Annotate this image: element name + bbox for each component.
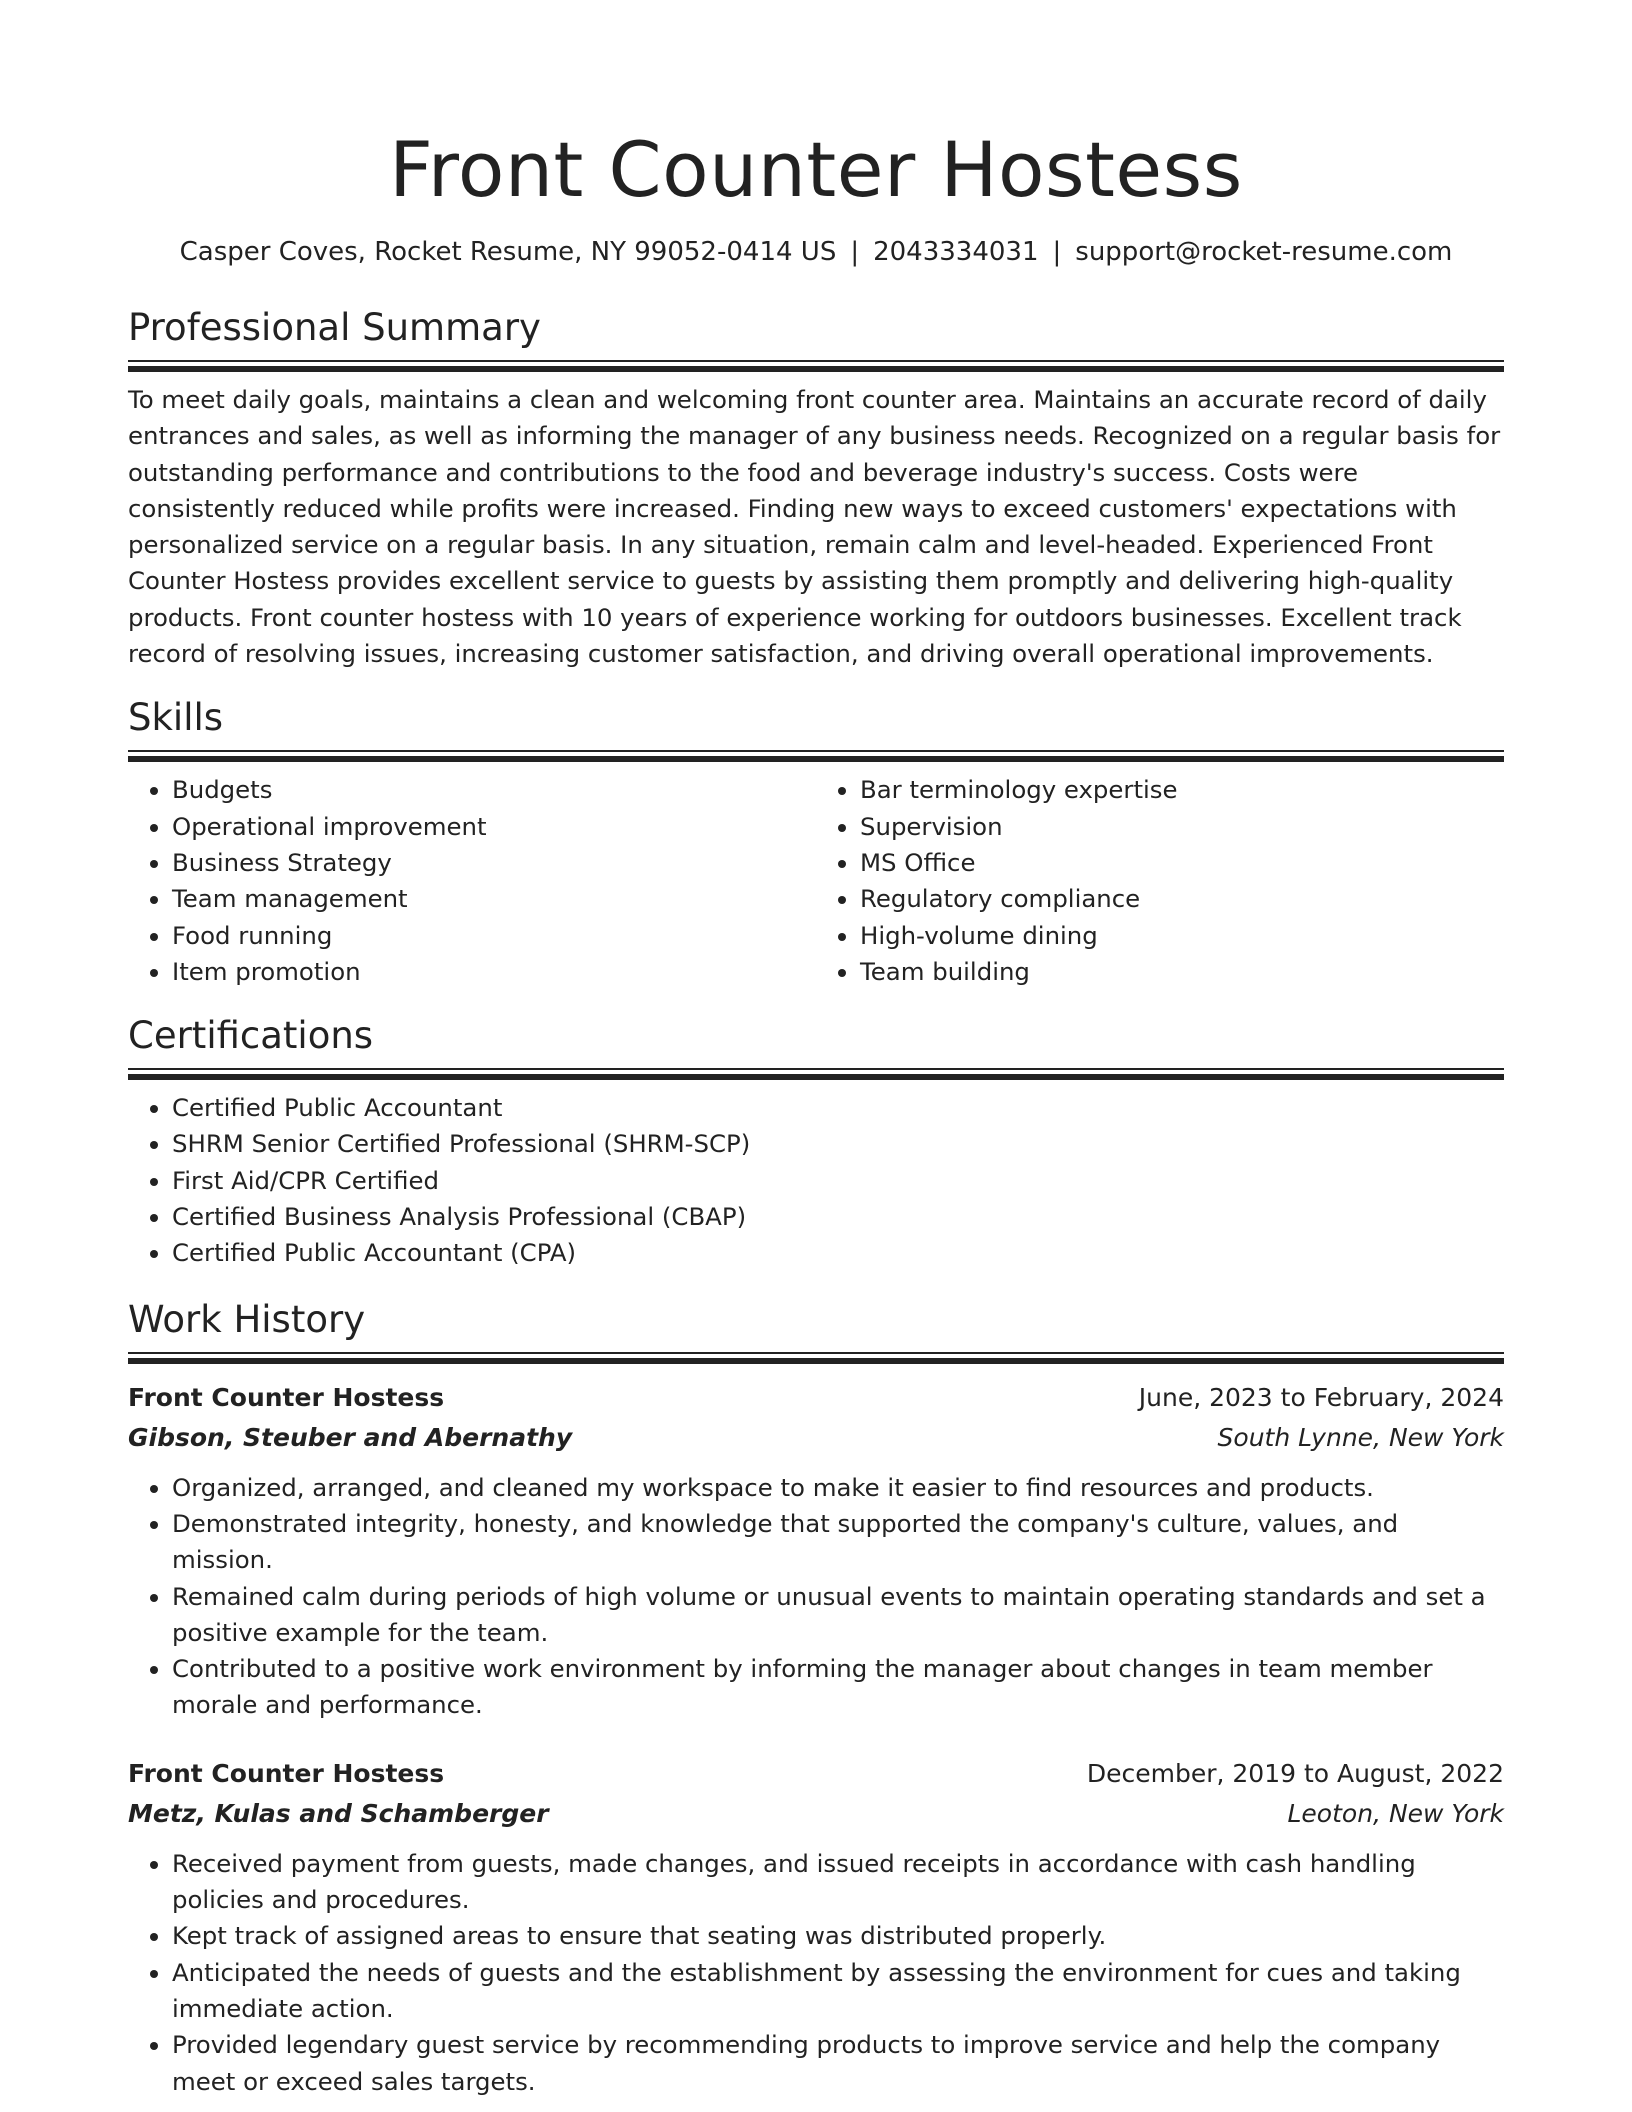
skill-item: • High-volume dining: [860, 918, 1504, 954]
skills-grid: [128, 762, 1504, 990]
job-location: Leoton, New York: [1287, 1798, 1504, 1828]
section-divider: [128, 1068, 1504, 1080]
section-divider: [128, 750, 1504, 762]
skill-item: • Food running: [172, 918, 816, 954]
skills-section: [128, 694, 1504, 990]
skill-item: • Budgets: [172, 772, 816, 808]
contact-separator: |: [1052, 237, 1062, 267]
summary-section: [128, 304, 1504, 672]
summary-text: To meet daily goals, maintains a clean and welcoming front counter area. Maintains an accurate record of daily entrances and sales, as well as informing the manager of any business needs. Recognized on a regular basis for outstanding performance and contributions to the food and beverage industry's success. Costs were consistently reduced while profits were increased. Finding new ways to exceed customers' expectations with personalized service on a regular basis. In any situation, remain calm and level-headed. Experienced Front Counter Hostess provides excellent service to guests by assisting them promptly and delivering high-quality products. Front counter hostess with 10 years of experience working for outdoors businesses. Excellent track record of resolving issues, increasing customer satisfaction, and driving overall operational improvements.: [128, 385, 1501, 669]
skills-list-right: [816, 772, 1504, 990]
skill-item: • MS Office: [860, 845, 1504, 881]
certifications-section: [128, 1012, 1504, 1271]
job-duty: • Received payment from guests, made changes, and issued receipts in accordance with cash handling policies and procedures.: [172, 1846, 1504, 1919]
job-location: South Lynne, New York: [1217, 1422, 1504, 1452]
contact-address: Casper Coves, Rocket Resume, NY 99052-0414 US: [179, 237, 837, 267]
contact-phone: 2043334031: [873, 237, 1039, 267]
contact-line: [128, 234, 1504, 270]
certification-item: • SHRM Senior Certified Professional (SHRM-SCP): [172, 1126, 1504, 1162]
job-duty: • Provided legendary guest service by recommending products to improve service and help the company meet or exceed sales targets.: [172, 2027, 1504, 2100]
skills-list-left: [128, 772, 816, 990]
job-title: Front Counter Hostess: [128, 1758, 445, 1788]
skills-heading: Skills: [128, 696, 224, 740]
job-duties-list: [128, 1846, 1504, 2100]
job-duty: • Kept track of assigned areas to ensure that seating was distributed properly.: [172, 1918, 1504, 1954]
job-duty: • Organized, arranged, and cleaned my workspace to make it easier to find resources and products.: [172, 1470, 1504, 1506]
job-entry: [128, 1378, 1504, 1724]
job-title: Front Counter Hostess: [128, 1382, 445, 1412]
resume-title: Front Counter Hostess: [389, 125, 1243, 214]
skill-item: • Item promotion: [172, 954, 816, 990]
job-company: Gibson, Steuber and Abernathy: [128, 1422, 573, 1452]
skill-item: • Team management: [172, 881, 816, 917]
job-duties-list: [128, 1470, 1504, 1724]
summary-heading: Professional Summary: [128, 306, 541, 349]
job-company: Metz, Kulas and Schamberger: [128, 1798, 549, 1828]
skill-item: • Business Strategy: [172, 845, 816, 881]
skill-item: • Operational improvement: [172, 809, 816, 845]
certification-item: • First Aid/CPR Certified: [172, 1163, 1504, 1199]
certification-item: • Certified Public Accountant (CPA): [172, 1235, 1504, 1271]
job-entry: [128, 1754, 1504, 2100]
job-duty: • Remained calm during periods of high volume or unusual events to maintain operating standards and set a positive example for the team.: [172, 1579, 1504, 1652]
certification-item: • Certified Public Accountant: [172, 1090, 1504, 1126]
section-divider: [128, 360, 1504, 372]
job-dates: June, 2023 to February, 2024: [1138, 1382, 1504, 1412]
skill-item: • Regulatory compliance: [860, 881, 1504, 917]
job-duty: • Contributed to a positive work environment by informing the manager about changes in team member morale and performance.: [172, 1651, 1504, 1724]
certifications-heading: Certifications: [128, 1014, 374, 1058]
skill-item: • Team building: [860, 954, 1504, 990]
certification-item: • Certified Business Analysis Professional (CBAP): [172, 1199, 1504, 1235]
certifications-list: [128, 1090, 1504, 1271]
work-history-heading: Work History: [128, 1297, 366, 1341]
contact-email[interactable]: support@rocket-resume.com: [1075, 237, 1453, 267]
job-duty: • Demonstrated integrity, honesty, and knowledge that supported the company's culture, values, and mission.: [172, 1506, 1504, 1579]
skill-item: • Bar terminology expertise: [860, 772, 1504, 808]
work-history-section: [128, 1296, 1504, 2100]
job-header-row: [128, 1378, 1504, 1418]
job-subheader-row: [128, 1418, 1504, 1458]
section-divider: [128, 1352, 1504, 1364]
skill-item: • Supervision: [860, 809, 1504, 845]
job-dates: December, 2019 to August, 2022: [1086, 1758, 1504, 1788]
contact-separator: |: [850, 237, 860, 267]
job-duty: • Anticipated the needs of guests and the establishment by assessing the environment for cues and taking immediate action.: [172, 1955, 1504, 2028]
job-header-row: [128, 1754, 1504, 1794]
job-subheader-row: [128, 1794, 1504, 1834]
